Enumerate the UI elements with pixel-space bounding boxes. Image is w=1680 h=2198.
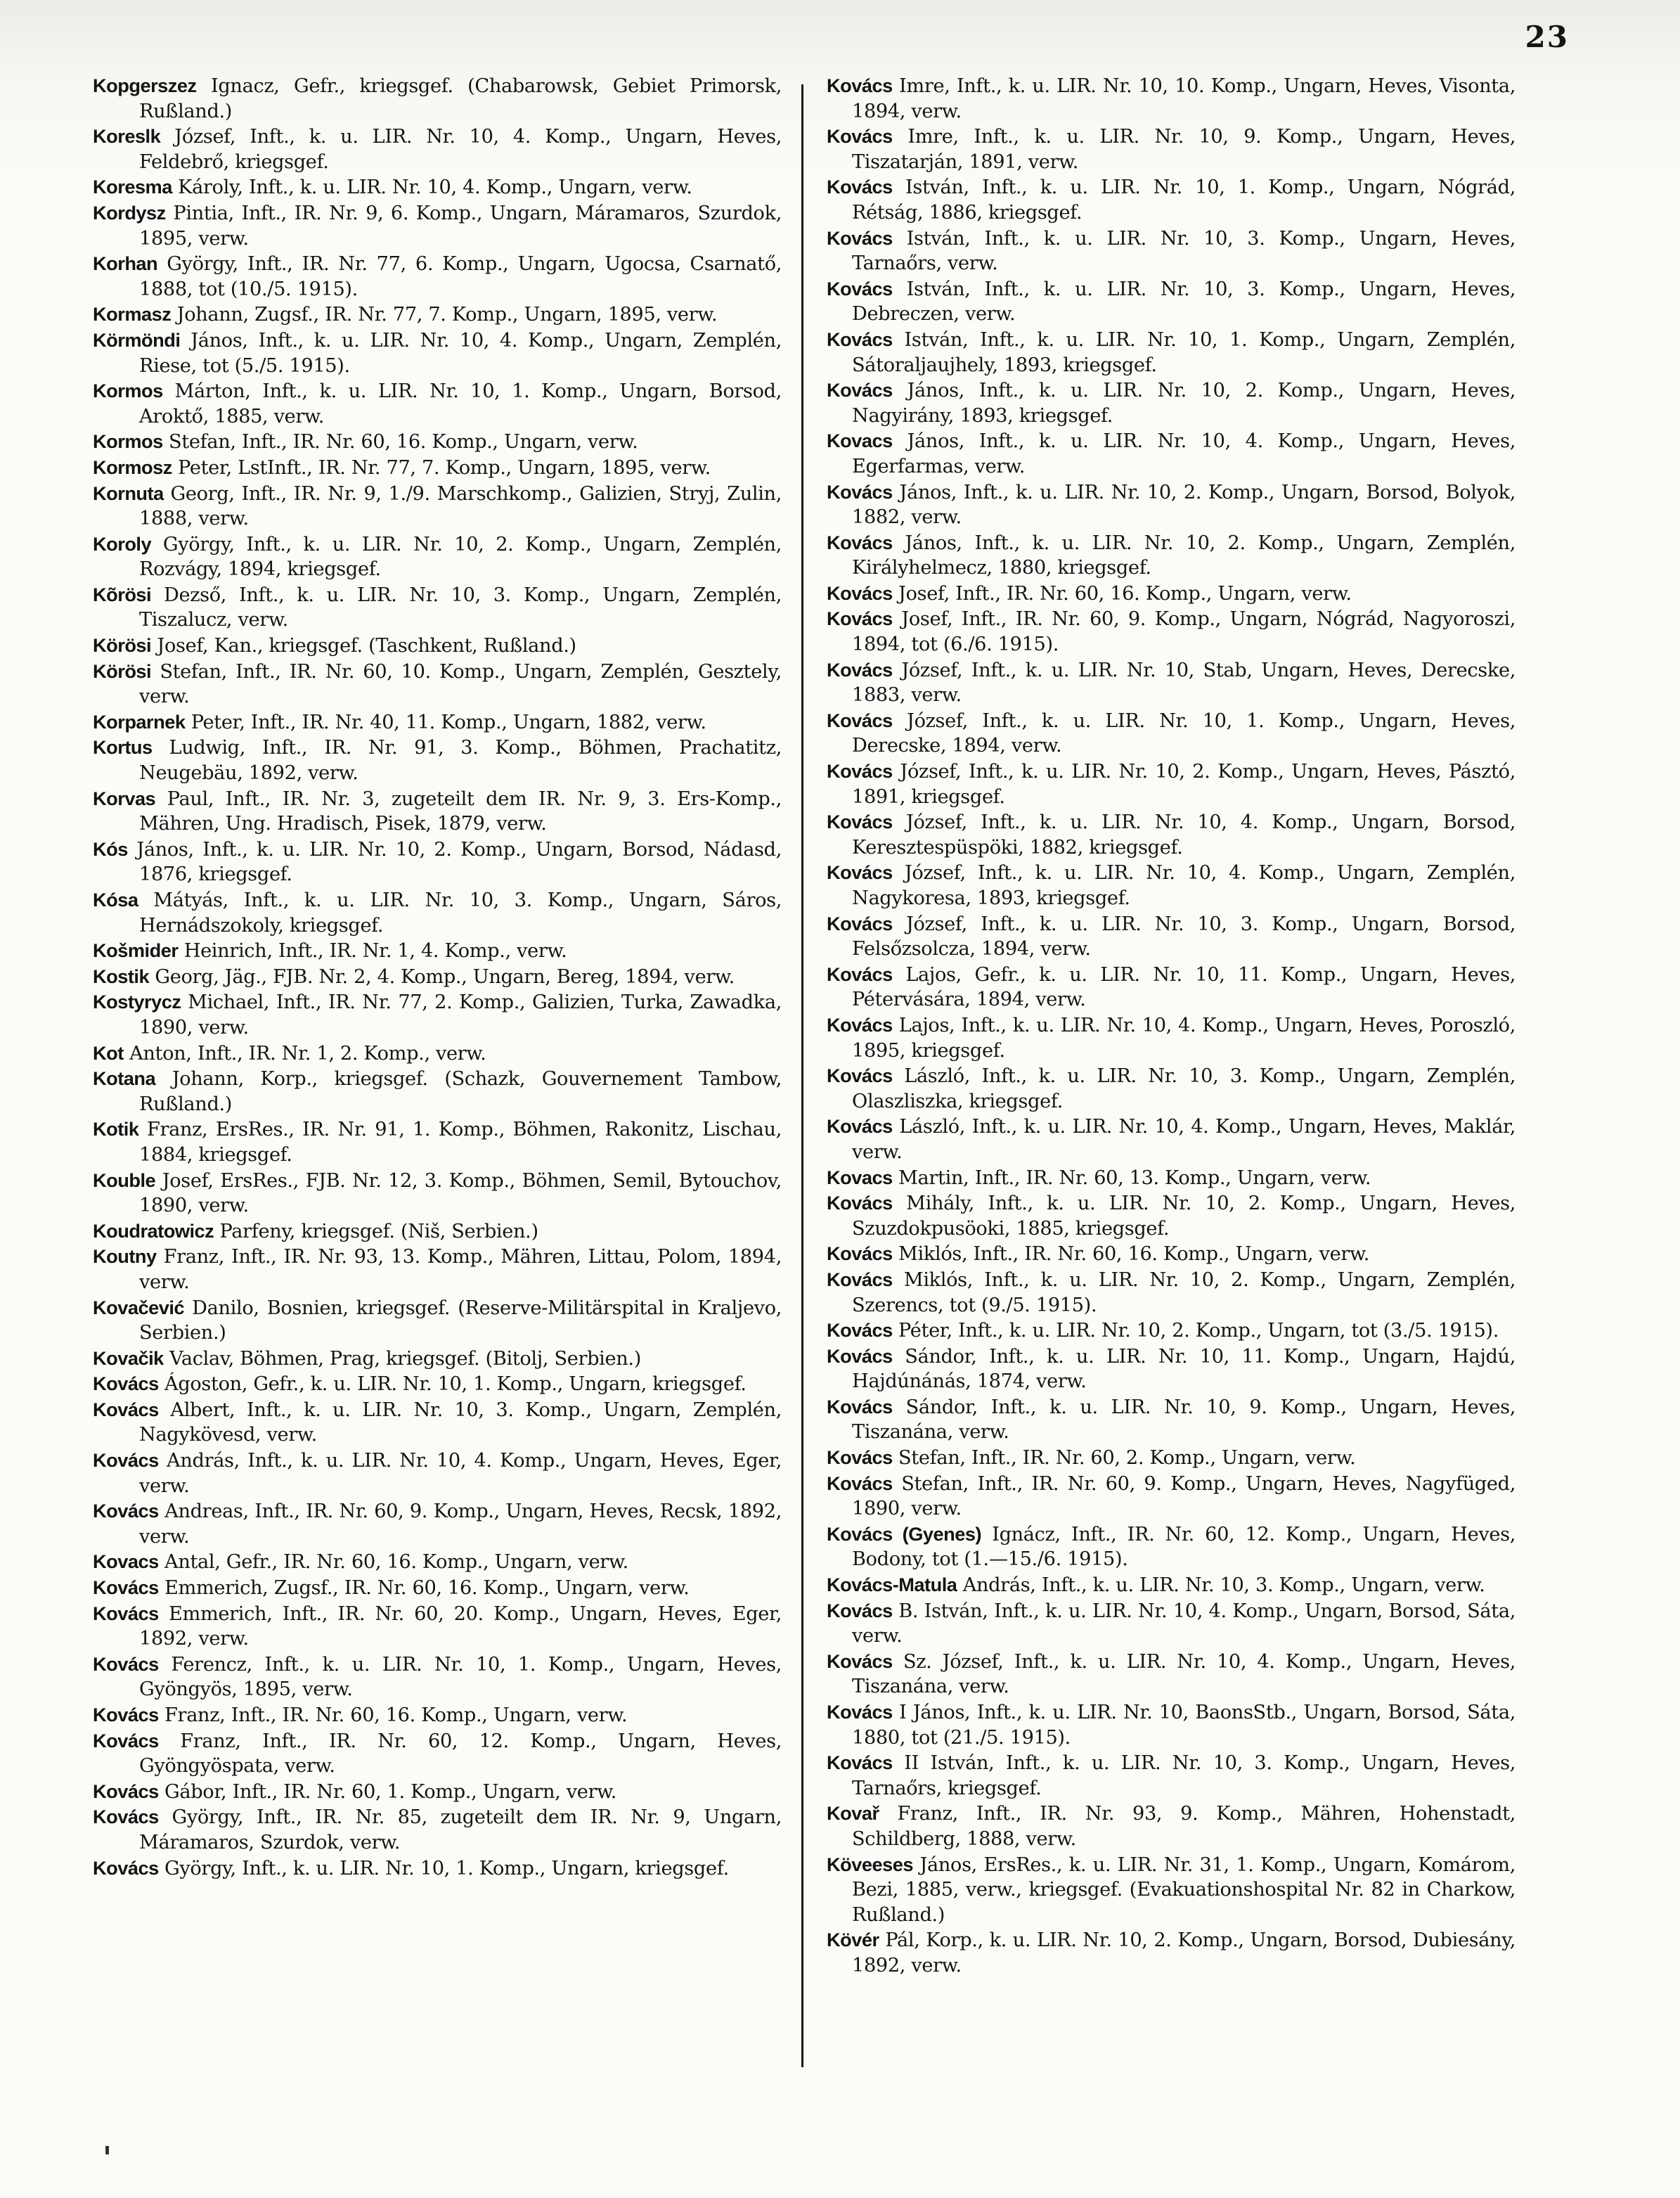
list-entry: [827, 378, 1516, 428]
entry-surname: Koudratowicz: [93, 1219, 214, 1242]
entry-details: Pintia, Inft., IR. Nr. 9, 6. Komp., Ungarn, Máramaros, Szurdok, 1895, verw.: [139, 202, 782, 250]
list-entry: [827, 657, 1516, 708]
entry-details: András, Inft., k. u. LIR. Nr. 10, 4. Komp., Ungarn, Heves, Eger, verw.: [139, 1450, 782, 1497]
entry-surname: Korvas: [93, 787, 156, 809]
entry-details: László, Inft., k. u. LIR. Nr. 10, 3. Komp., Ungarn, Zemplén, Olaszliszka, kriegsgef.: [852, 1065, 1516, 1112]
entry-surname: Kostik: [93, 965, 150, 987]
list-entry: [827, 174, 1516, 225]
list-entry: [827, 1063, 1516, 1114]
list-entry: [827, 226, 1516, 276]
entry-details: Franz, Inft., IR. Nr. 93, 13. Komp., Mähren, Littau, Polom, 1894, verw.: [139, 1246, 782, 1293]
list-entry: [93, 735, 782, 785]
list-entry: [93, 1652, 782, 1702]
entry-surname: Kósa: [93, 889, 138, 911]
entry-details: János, Inft., k. u. LIR. Nr. 10, 4. Komp., Ungarn, Zemplén, Riese, tot (5./5. 1915).: [139, 329, 782, 377]
entry-details: Stefan, Inft., IR. Nr. 60, 2. Komp., Ungarn, verw.: [898, 1447, 1356, 1470]
entry-surname: Kouble: [93, 1169, 156, 1191]
entry-details: Stefan, Inft., IR. Nr. 60, 16. Komp., Ungarn, verw.: [169, 431, 638, 454]
list-entry: [93, 1346, 782, 1372]
entry-details: Paul, Inft., IR. Nr. 3, zugeteilt dem IR. Nr. 9, 3. Ers-Komp., Mähren, Ung. Hradisch, Pisek, 1879, verw.: [139, 788, 782, 835]
list-entry: [93, 938, 782, 964]
entry-surname: Kovacs: [827, 430, 893, 452]
entry-details: Stefan, Inft., IR. Nr. 60, 10. Komp., Ungarn, Zemplén, Gesztely, verw.: [139, 660, 782, 708]
list-entry: [93, 1244, 782, 1294]
entry-surname: Kovács: [93, 1856, 159, 1879]
entry-surname: Kordysz: [93, 201, 166, 224]
list-entry: [93, 124, 782, 174]
entry-surname: Kovács: [827, 1268, 893, 1290]
entry-details: Imre, Inft., k. u. LIR. Nr. 10, 10. Komp., Ungarn, Heves, Visonta, 1894, verw.: [852, 75, 1516, 122]
entry-details: László, Inft., k. u. LIR. Nr. 10, 4. Komp., Ungarn, Heves, Maklár, verw.: [852, 1116, 1516, 1163]
entry-surname: Kovács: [827, 1752, 893, 1774]
entry-details: Sándor, Inft., k. u. LIR. Nr. 10, 11. Komp., Ungarn, Hajdú, Hajdúnánás, 1874, verw.: [852, 1345, 1516, 1393]
entry-surname: Kormasz: [93, 303, 172, 326]
list-entry: [827, 1471, 1516, 1522]
entry-details: György, Inft., k. u. LIR. Nr. 10, 2. Komp., Ungarn, Zemplén, Rozvágy, 1894, kriegsgef.: [139, 533, 782, 581]
entry-surname: Kovács: [827, 379, 893, 401]
list-entry: [827, 809, 1516, 860]
entry-surname: Kovács: [93, 1398, 159, 1420]
list-entry: [93, 989, 782, 1040]
entry-surname: Košmider: [93, 939, 179, 962]
entry-surname: Kovács: [827, 1446, 893, 1469]
list-entry: [827, 860, 1516, 911]
entry-surname: Kõrösi: [93, 583, 152, 605]
entry-details: Franz, Inft., IR. Nr. 60, 12. Komp., Ungarn, Heves, Gyöngyöspata, verw.: [139, 1730, 782, 1778]
entry-details: Martin, Inft., IR. Nr. 60, 13. Komp., Ungarn, verw.: [898, 1167, 1371, 1189]
entry-surname: Kovács: [827, 608, 893, 630]
entry-surname: Kovacs: [827, 1166, 893, 1188]
entry-details: Michael, Inft., IR. Nr. 77, 2. Komp., Galizien, Turka, Zawadka, 1890, verw.: [139, 991, 782, 1039]
entry-surname: Kövér: [827, 1929, 879, 1951]
entry-surname: Kovács: [93, 1449, 159, 1472]
list-entry: [93, 1728, 782, 1779]
entry-details: István, Inft., k. u. LIR. Nr. 10, 1. Komp., Ungarn, Zemplén, Sátoraljaujhely, 1893, kriegsgef.: [852, 328, 1516, 376]
entry-details: Peter, Inft., IR. Nr. 40, 11. Komp., Ungarn, 1882, verw.: [190, 711, 706, 733]
entry-details: János, Inft., k. u. LIR. Nr. 10, 2. Komp., Ungarn, Heves, Nagyirány, 1893, kriegsgef.: [852, 380, 1516, 427]
entry-details: Josef, ErsRes., FJB. Nr. 12, 3. Komp., Böhmen, Semil, Bytouchov, 1890, verw.: [139, 1169, 782, 1217]
entry-surname: Kotik: [93, 1118, 139, 1140]
list-entry: [93, 1371, 782, 1397]
list-entry: [93, 455, 782, 481]
entry-details: Imre, Inft., k. u. LIR. Nr. 10, 9. Komp., Ungarn, Heves, Tiszatarján, 1891, verw.: [852, 126, 1516, 173]
entry-details: Lajos, Gefr., k. u. LIR. Nr. 10, 11. Komp., Ungarn, Heves, Pétervására, 1894, verw.: [852, 963, 1516, 1011]
entry-surname: Kovács: [827, 1115, 893, 1138]
entry-details: József, Inft., k. u. LIR. Nr. 10, 4. Komp., Ungarn, Zemplén, Nagykoresa, 1893, kriegsgef.: [852, 862, 1516, 909]
entry-details: Georg, Jäg., FJB. Nr. 2, 4. Komp., Ungarn, Bereg, 1894, verw.: [155, 965, 735, 988]
entry-surname: Körmöndi: [93, 328, 181, 351]
list-entry: [827, 1267, 1516, 1318]
entry-details: Franz, Inft., IR. Nr. 60, 16. Komp., Ungarn, verw.: [164, 1704, 628, 1726]
entry-surname: Kovács: [827, 963, 893, 985]
entry-surname: Koresma: [93, 176, 172, 198]
entry-surname: Kovács: [827, 709, 893, 731]
entry-surname: Korparnek: [93, 710, 186, 733]
list-entry: [93, 1856, 782, 1882]
list-entry: [827, 1394, 1516, 1445]
list-entry: [93, 302, 782, 328]
entry-surname: Kornuta: [93, 482, 164, 504]
entry-details: Gábor, Inft., IR. Nr. 60, 1. Komp., Ungarn, verw.: [164, 1780, 617, 1803]
entry-surname: Kovács: [827, 328, 893, 350]
entry-details: József, Inft., k. u. LIR. Nr. 10, 3. Komp., Ungarn, Borsod, Felsőzsolcza, 1894, verw.: [852, 913, 1516, 960]
entry-surname: Kovács: [93, 1806, 159, 1828]
list-entry: [93, 1041, 782, 1067]
entry-surname: Kovács: [827, 480, 893, 503]
entry-details: I János, Inft., k. u. LIR. Nr. 10, BaonsStb., Ungarn, Borsod, Sáta, 1880, tot (21./5. 1915).: [852, 1702, 1516, 1749]
entry-details: Emmerich, Inft., IR. Nr. 60, 20. Komp., Ungarn, Heves, Eger, 1892, verw.: [139, 1602, 782, 1650]
entry-details: István, Inft., k. u. LIR. Nr. 10, 1. Komp., Ungarn, Nógrád, Rétság, 1886, kriegsgef.: [852, 176, 1516, 224]
entry-details: József, Inft., k. u. LIR. Nr. 10, Stab, Ungarn, Heves, Derecske, 1883, verw.: [852, 659, 1516, 707]
list-entry: [93, 1066, 782, 1117]
entry-details: Mátyás, Inft., k. u. LIR. Nr. 10, 3. Komp., Ungarn, Sáros, Hernádszokoly, kriegsgef.: [139, 889, 782, 937]
list-entry: [93, 73, 782, 124]
entry-details: Franz, Inft., IR. Nr. 93, 9. Komp., Mähren, Hohenstadt, Schildberg, 1888, verw.: [852, 1803, 1516, 1850]
entry-surname: Kovács: [827, 226, 893, 249]
list-entry: [93, 1498, 782, 1549]
list-entry: [827, 1522, 1516, 1572]
entry-surname: Kovács: [827, 912, 893, 934]
entry-details: József, Inft., k. u. LIR. Nr. 10, 1. Komp., Ungarn, Heves, Derecske, 1894, verw.: [852, 709, 1516, 757]
entry-details: Pál, Korp., k. u. LIR. Nr. 10, 2. Komp., Ungarn, Borsod, Dubiesány, 1892, verw.: [852, 1929, 1516, 1977]
entry-details: Ignácz, Inft., IR. Nr. 60, 12. Komp., Ungarn, Heves, Bodony, tot (1.—15./6. 1915).: [852, 1523, 1516, 1571]
entry-surname: Kovács: [93, 1373, 159, 1395]
entry-details: Lajos, Inft., k. u. LIR. Nr. 10, 4. Komp., Ungarn, Heves, Poroszló, 1895, kriegsgef.: [852, 1014, 1516, 1062]
entry-surname: Koreslk: [93, 125, 161, 148]
list-entry: [93, 786, 782, 837]
entry-surname: Kovács: [93, 1500, 159, 1522]
list-entry: [827, 1801, 1516, 1851]
list-entry: [827, 1852, 1516, 1928]
entry-surname: Kovař: [827, 1802, 879, 1825]
entry-surname: Kostyrycz: [93, 991, 181, 1013]
list-entry: [827, 1927, 1516, 1978]
entry-surname: Kovács: [93, 1576, 159, 1599]
entry-surname: Korhan: [93, 252, 158, 275]
entry-surname: Kovács: [827, 1701, 893, 1723]
list-entry: [827, 1750, 1516, 1801]
list-entry: [827, 1241, 1516, 1267]
list-entry: [93, 964, 782, 990]
entry-surname: Kovačik: [93, 1347, 164, 1369]
entry-surname: Kovács: [93, 1780, 159, 1802]
list-entry: [93, 174, 782, 200]
page-number: 23: [1525, 20, 1569, 54]
entry-surname: Kovács (Gyenes): [827, 1522, 982, 1545]
entry-surname: Kovacs: [93, 1550, 159, 1573]
list-entry: [93, 1702, 782, 1728]
list-entry: [93, 378, 782, 429]
entry-details: Sándor, Inft., k. u. LIR. Nr. 10, 9. Komp., Ungarn, Heves, Tiszanána, verw.: [852, 1396, 1516, 1444]
entry-details: Stefan, Inft., IR. Nr. 60, 9. Komp., Ungarn, Heves, Nagyfüged, 1890, verw.: [852, 1472, 1516, 1520]
entry-surname: Kormos: [93, 430, 163, 453]
list-entry: [93, 1397, 782, 1448]
list-entry: [827, 911, 1516, 962]
list-entry: [827, 962, 1516, 1013]
entry-details: György, Inft., k. u. LIR. Nr. 10, 1. Komp., Ungarn, kriegsgef.: [164, 1857, 729, 1879]
list-entry: [827, 480, 1516, 530]
list-entry: [93, 1549, 782, 1575]
entry-details: György, Inft., IR. Nr. 85, zugeteilt dem IR. Nr. 9, Ungarn, Máramaros, Szurdok, verw.: [139, 1806, 782, 1853]
entry-details: Ferencz, Inft., k. u. LIR. Nr. 10, 1. Komp., Ungarn, Heves, Gyöngyös, 1895, verw.: [139, 1653, 782, 1701]
list-entry: [827, 530, 1516, 581]
entry-surname: Kovács: [827, 1650, 893, 1672]
left-column: [93, 73, 782, 1881]
entry-details: János, Inft., k. u. LIR. Nr. 10, 2. Komp., Ungarn, Borsod, Nádasd, 1876, kriegsgef.: [136, 838, 782, 886]
entry-surname: Kovács: [827, 176, 893, 198]
entry-surname: Köveeses: [827, 1853, 913, 1875]
list-entry: [93, 887, 782, 938]
entry-details: József, Inft., k. u. LIR. Nr. 10, 2. Komp., Ungarn, Heves, Pásztó, 1891, kriegsgef.: [852, 761, 1516, 808]
entry-details: Peter, LstInft., IR. Nr. 77, 7. Komp., Ungarn, 1895, verw.: [178, 456, 711, 479]
entry-surname: Kopgerszez: [93, 75, 197, 96]
entry-surname: Kovács: [93, 1704, 159, 1725]
entry-surname: Kovács: [93, 1652, 159, 1675]
entry-details: István, Inft., k. u. LIR. Nr. 10, 3. Komp., Ungarn, Heves, Debreczen, verw.: [852, 278, 1516, 326]
list-entry: [827, 606, 1516, 657]
entry-details: Josef, Kan., kriegsgef. (Taschkent, Rußland.): [157, 635, 576, 657]
scan-mark: [105, 2146, 109, 2154]
entry-surname: Kovács: [827, 1192, 893, 1214]
entry-details: József, Inft., k. u. LIR. Nr. 10, 4. Komp., Ungarn, Borsod, Keresztespüspöki, 1882, kriegsgef.: [852, 811, 1516, 859]
column-divider: [801, 84, 803, 2067]
list-entry: [827, 1165, 1516, 1191]
list-entry: [93, 582, 782, 633]
entry-details: Károly, Inft., k. u. LIR. Nr. 10, 4. Komp., Ungarn, verw.: [178, 176, 692, 199]
entry-details: Mihály, Inft., k. u. LIR. Nr. 10, 2. Komp., Ungarn, Heves, Szuzdokpusöoki, 1885, kriegsgef.: [852, 1193, 1516, 1240]
entry-surname: Körösi: [93, 634, 152, 657]
list-entry: [827, 428, 1516, 479]
entry-surname: Kormosz: [93, 456, 172, 478]
entry-surname: Kovács: [827, 75, 893, 96]
entry-surname: Körösi: [93, 660, 152, 682]
entry-surname: Kovács: [93, 1729, 159, 1752]
entry-details: B. István, Inft., k. u. LIR. Nr. 10, 4. Komp., Ungarn, Borsod, Sáta, verw.: [852, 1600, 1516, 1647]
list-entry: [827, 759, 1516, 809]
entry-details: Ludwig, Inft., IR. Nr. 91, 3. Komp., Böhmen, Prachatitz, Neugebäu, 1892, verw.: [139, 737, 782, 785]
list-entry: [93, 1168, 782, 1219]
list-entry: [827, 1445, 1516, 1471]
entry-surname: Kovács: [827, 531, 893, 553]
entry-details: Márton, Inft., k. u. LIR. Nr. 10, 1. Komp., Ungarn, Borsod, Aroktő, 1885, verw.: [139, 380, 782, 428]
entry-details: Johann, Korp., kriegsgef. (Schazk, Gouvernement Tambow, Rußland.): [139, 1068, 782, 1115]
entry-surname: Kós: [93, 837, 128, 860]
list-entry: [827, 708, 1516, 759]
entry-surname: Kovács: [827, 277, 893, 300]
entry-surname: Kovács: [827, 125, 893, 148]
entry-details: Sz. József, Inft., k. u. LIR. Nr. 10, 4. Komp., Ungarn, Heves, Tiszanána, verw.: [852, 1650, 1516, 1698]
entry-surname: Kovács: [827, 1395, 893, 1418]
entry-details: György, Inft., IR. Nr. 77, 6. Komp., Ungarn, Ugocsa, Csarnatő, 1888, tot (10./5. 1915).: [139, 253, 782, 300]
list-entry: [93, 251, 782, 302]
entry-surname: Kot: [93, 1041, 124, 1064]
entry-surname: Koroly: [93, 532, 152, 555]
list-entry: [827, 1649, 1516, 1699]
list-entry: [93, 481, 782, 532]
entry-details: Miklós, Inft., IR. Nr. 60, 16. Komp., Ungarn, verw.: [898, 1243, 1370, 1266]
entry-surname: Kovács: [827, 861, 893, 884]
entry-surname: Kovács: [827, 1242, 893, 1265]
entry-surname: Kovács: [827, 581, 893, 604]
list-entry: [827, 73, 1516, 124]
list-entry: [827, 1114, 1516, 1164]
list-entry: [827, 124, 1516, 174]
entry-details: Ignacz, Gefr., kriegsgef. (Chabarowsk, Gebiet Primorsk, Rußland.): [139, 75, 782, 122]
entry-details: Emmerich, Zugsf., IR. Nr. 60, 16. Komp., Ungarn, verw.: [164, 1577, 690, 1600]
list-entry: [93, 200, 782, 251]
list-entry: [93, 659, 782, 709]
list-entry: [827, 1699, 1516, 1750]
entry-details: János, Inft., k. u. LIR. Nr. 10, 2. Komp., Ungarn, Borsod, Bolyok, 1882, verw.: [852, 481, 1516, 529]
list-entry: [827, 1318, 1516, 1344]
list-entry: [93, 429, 782, 455]
list-entry: [93, 1601, 782, 1652]
list-entry: [827, 1013, 1516, 1063]
entry-details: János, ErsRes., k. u. LIR. Nr. 31, 1. Komp., Ungarn, Komárom, Bezi, 1885, verw., kriegsgef. (Evakuationshospital Nr. 82 in Charkow, Rußland.): [852, 1853, 1516, 1926]
entry-surname: Kovács: [827, 1599, 893, 1621]
entry-details: II István, Inft., k. u. LIR. Nr. 10, 3. Komp., Ungarn, Heves, Tarnaőrs, kriegsgef.: [852, 1752, 1516, 1799]
entry-surname: Kovács: [827, 811, 893, 833]
entry-details: Dezső, Inft., k. u. LIR. Nr. 10, 3. Komp., Ungarn, Zemplén, Tiszalucz, verw.: [139, 584, 782, 631]
list-entry: [827, 1190, 1516, 1241]
list-entry: [93, 1219, 782, 1245]
entry-details: József, Inft., k. u. LIR. Nr. 10, 4. Komp., Ungarn, Heves, Feldebrő, kriegsgef.: [139, 126, 782, 173]
entry-surname: Kovačević: [93, 1296, 185, 1318]
entry-details: Georg, Inft., IR. Nr. 9, 1./9. Marschkomp., Galizien, Stryj, Zulin, 1888, verw.: [139, 482, 782, 530]
entry-details: Josef, Inft., IR. Nr. 60, 9. Komp., Ungarn, Nógrád, Nagyoroszi, 1894, tot (6./6. 1915).: [852, 608, 1516, 656]
entry-surname: Kotana: [93, 1067, 156, 1090]
entry-surname: Kovács: [827, 1065, 893, 1087]
list-entry: [93, 1117, 782, 1167]
entry-details: István, Inft., k. u. LIR. Nr. 10, 3. Komp., Ungarn, Heves, Tarnaőrs, verw.: [852, 227, 1516, 275]
entry-details: Parfeny, kriegsgef. (Niš, Serbien.): [219, 1220, 538, 1242]
list-entry: [827, 1344, 1516, 1394]
entry-details: Anton, Inft., IR. Nr. 1, 2. Komp., verw.: [129, 1042, 486, 1065]
entry-surname: Kovács: [827, 1472, 893, 1494]
entry-surname: Kormos: [93, 380, 163, 402]
list-entry: [93, 633, 782, 659]
entry-surname: Kovács: [827, 1319, 893, 1342]
entry-details: Josef, Inft., IR. Nr. 60, 16. Komp., Ungarn, verw.: [898, 582, 1352, 605]
entry-details: Johann, Zugsf., IR. Nr. 77, 7. Komp., Ungarn, 1895, verw.: [176, 304, 718, 326]
entry-details: János, Inft., k. u. LIR. Nr. 10, 2. Komp., Ungarn, Zemplén, Királyhelmecz, 1880, kriegsgef.: [852, 532, 1516, 579]
list-entry: [93, 1295, 782, 1346]
entry-details: András, Inft., k. u. LIR. Nr. 10, 3. Komp., Ungarn, verw.: [962, 1574, 1485, 1597]
list-entry: [827, 1572, 1516, 1598]
entry-details: Andreas, Inft., IR. Nr. 60, 9. Komp., Ungarn, Heves, Recsk, 1892, verw.: [139, 1500, 782, 1548]
list-entry: [93, 837, 782, 887]
entry-surname: Koutny: [93, 1245, 157, 1268]
list-entry: [827, 276, 1516, 327]
entry-surname: Kovács: [93, 1602, 159, 1624]
list-entry: [93, 532, 782, 582]
entry-details: Danilo, Bosnien, kriegsgef. (Reserve-Militärspital in Kraljevo, Serbien.): [139, 1297, 782, 1344]
entry-surname: Kovács: [827, 658, 893, 681]
entry-details: Ágoston, Gefr., k. u. LIR. Nr. 10, 1. Komp., Ungarn, kriegsgef.: [164, 1373, 747, 1396]
list-entry: [93, 1779, 782, 1805]
entry-details: Vaclav, Böhmen, Prag, kriegsgef. (Bitolj, Serbien.): [169, 1347, 641, 1370]
entry-details: János, Inft., k. u. LIR. Nr. 10, 4. Komp., Ungarn, Heves, Egerfarmas, verw.: [852, 430, 1516, 477]
list-entry: [93, 1575, 782, 1601]
entry-details: Albert, Inft., k. u. LIR. Nr. 10, 3. Komp., Ungarn, Zemplén, Nagykövesd, verw.: [139, 1399, 782, 1446]
entry-details: Franz, ErsRes., IR. Nr. 91, 1. Komp., Böhmen, Rakonitz, Lischau, 1884, kriegsgef.: [139, 1119, 782, 1166]
list-entry: [93, 1448, 782, 1498]
list-entry: [827, 327, 1516, 378]
entry-surname: Kovács-Matula: [827, 1574, 957, 1596]
entry-surname: Kovács: [827, 1344, 893, 1367]
entry-surname: Kortus: [93, 736, 153, 759]
entry-details: Antal, Gefr., IR. Nr. 60, 16. Komp., Ungarn, verw.: [164, 1551, 628, 1574]
list-entry: [827, 581, 1516, 607]
entry-details: Miklós, Inft., k. u. LIR. Nr. 10, 2. Komp., Ungarn, Zemplén, Szerencs, tot (9./5. 1915).: [852, 1268, 1516, 1316]
right-column: [827, 73, 1516, 1979]
entry-details: Heinrich, Inft., IR. Nr. 1, 4. Komp., verw.: [183, 940, 567, 963]
list-entry: [93, 328, 782, 378]
entry-surname: Kovács: [827, 1013, 893, 1036]
list-entry: [93, 1804, 782, 1855]
list-entry: [827, 1598, 1516, 1649]
list-entry: [93, 709, 782, 735]
entry-details: Péter, Inft., k. u. LIR. Nr. 10, 2. Komp., Ungarn, tot (3./5. 1915).: [898, 1320, 1499, 1342]
entry-surname: Kovács: [827, 760, 893, 783]
